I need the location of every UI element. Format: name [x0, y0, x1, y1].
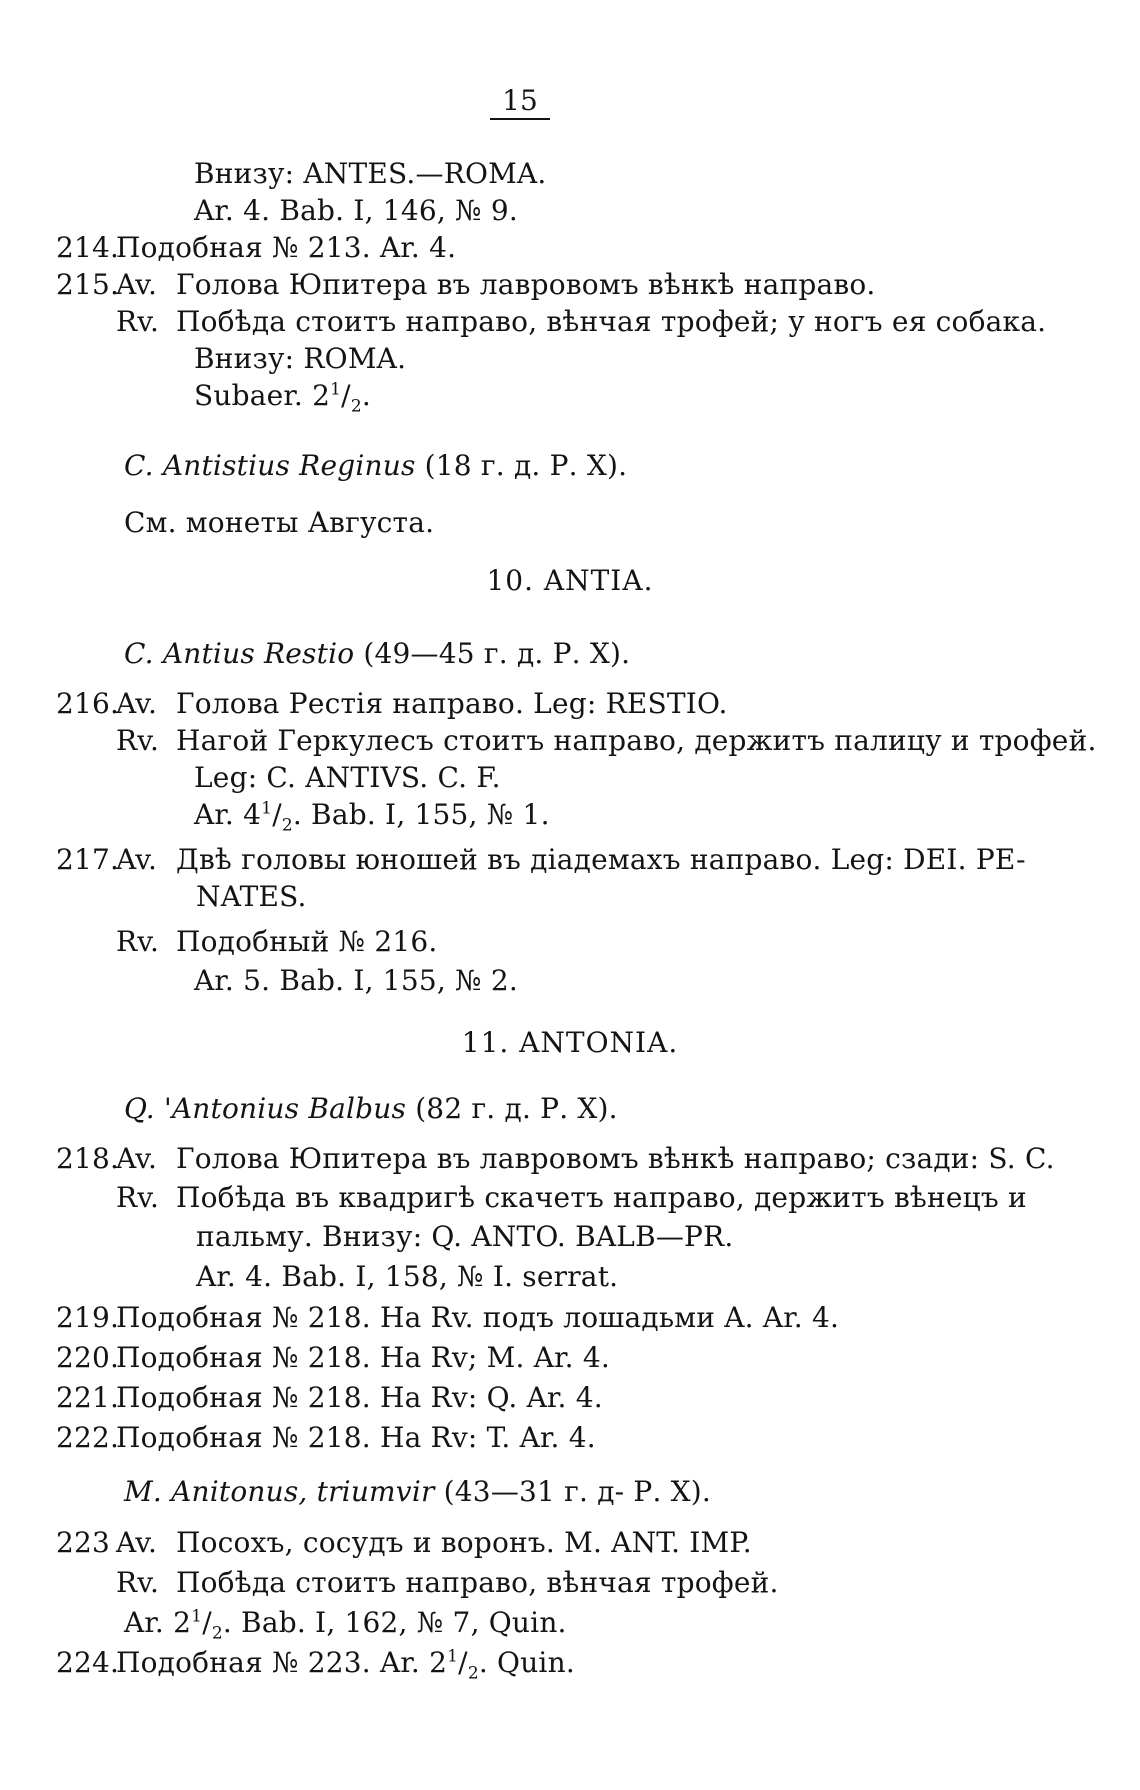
entry-number: 221. [56, 1381, 120, 1414]
see-also-line: См. монеты Августа. [124, 506, 435, 539]
moneyer-date: (82 г. д. Р. X). [415, 1092, 618, 1125]
entry-222 [56, 1420, 596, 1456]
reverse-label: Rv. [116, 724, 160, 757]
moneyer-name: M. Anitonus, triumvir [124, 1475, 435, 1508]
reverse-text: Подобный № 216. [176, 925, 438, 958]
entry-text-end: . Quin. [478, 1646, 575, 1679]
reverse-text: Побѣда въ квадригѣ скачетъ направо, держитъ вѣнецъ и [176, 1181, 1027, 1214]
obverse-label: Av. [116, 1142, 158, 1175]
moneyer-name: Q. 'Antonius Balbus [124, 1092, 407, 1125]
fraction-numerator: 1 [330, 379, 342, 400]
entry-216-av [56, 686, 728, 722]
obverse-label: Av. [116, 1526, 158, 1559]
entry-text: Подобная № 218. На Rv. подъ лошадьми A. Ar. 4. [116, 1301, 840, 1334]
reverse-label: Rv. [116, 305, 160, 338]
obverse-label: Av. [116, 268, 158, 301]
obverse-text: Голова Юпитера въ лавровомъ вѣнкѣ направо. [176, 268, 876, 301]
entry-number: 218. [56, 1142, 120, 1175]
reverse-continuation: пальму. Внизу: Q. ANTO. BALB—PR. [196, 1220, 734, 1253]
fraction-denominator: 2 [281, 815, 293, 836]
entry-223-rv [116, 1565, 779, 1601]
catalog-text: Ar. 2 [124, 1606, 192, 1639]
entry-224: 224.Подобная № 223. Ar. $2^1/_2$. Quin. [56, 1646, 575, 1684]
entry-215-rv [116, 304, 1046, 340]
obverse-text: Голова Рестія направо. Leg: RESTIO. [176, 687, 728, 720]
fraction-numerator: 1 [261, 798, 273, 819]
obverse-continuation: NATES. [196, 880, 307, 913]
obverse-text: Голова Юпитера въ лавровомъ вѣнкѣ направо; сзади: S. C. [176, 1142, 1055, 1175]
reverse-text: Нагой Геркулесъ стоитъ направо, держитъ палицу и трофей. [176, 724, 1097, 757]
moneyer-line [124, 1474, 711, 1510]
metal-text-end: . [361, 379, 371, 412]
obverse-label: Av. [116, 687, 158, 720]
entry-223-av [56, 1525, 752, 1561]
obverse-label: Av. [116, 843, 158, 876]
entry-number: 215. [56, 268, 120, 301]
entry-220 [56, 1340, 610, 1376]
reverse-text: Побѣда стоитъ направо, вѣнчая трофей. [176, 1566, 779, 1599]
entry-number: 216. [56, 687, 120, 720]
text-line: Внизу: ANTES.—ROMA. [194, 157, 547, 190]
obverse-text: Посохъ, сосудъ и воронъ. M. ANT. IMP. [176, 1526, 752, 1559]
fraction-denominator: 2 [467, 1663, 479, 1684]
entry-number: 217. [56, 843, 120, 876]
fraction-denominator: 2 [350, 396, 362, 417]
obverse-text: Двѣ головы юношей въ діадемахъ направо. Leg: DEI. PE- [176, 843, 1026, 876]
entry-215-av [56, 267, 876, 303]
fraction-numerator: 1 [191, 1606, 203, 1627]
catalog-line: Ar. $2^1/_2$. Bab. I, 162, № 7, Quin. [124, 1606, 567, 1644]
catalog-text: Ar. 4 [194, 798, 262, 831]
entry-221 [56, 1380, 603, 1416]
entry-number: 222. [56, 1421, 120, 1454]
entry-219 [56, 1300, 839, 1336]
entry-text: Подобная № 218. На Rv: T. Ar. 4. [116, 1421, 596, 1454]
entry-text: Подобная № 213. Ar. 4. [116, 231, 457, 264]
moneyer-date: (49—45 г. д. Р. X). [363, 637, 631, 670]
text-line: Ar. 4. Bab. I, 146, № 9. [194, 194, 518, 227]
metal-line: Subaer. $2^1/_2$. [194, 379, 371, 417]
entry-text: Подобная № 223. Ar. 2 [116, 1646, 448, 1679]
catalog-text-end: . Bab. I, 155, № 1. [292, 798, 550, 831]
reverse-label: Rv. [116, 1566, 160, 1599]
section-heading: 11. ANTONIA. [461, 1026, 679, 1059]
moneyer-date: (18 г. д. Р. X). [424, 449, 628, 482]
entry-217-av [56, 842, 1026, 878]
inscription-line: Внизу: ROMA. [194, 342, 407, 375]
section-heading: 10. ANTIA. [486, 564, 654, 597]
reverse-label: Rv. [116, 925, 160, 958]
catalog-line: Ar. $4^1/_2$. Bab. I, 155, № 1. [194, 798, 550, 836]
reverse-label: Rv. [116, 1181, 160, 1214]
moneyer-name: C. Antistius Reginus [124, 449, 416, 482]
entry-text: Подобная № 218. На Rv; M. Ar. 4. [116, 1341, 610, 1374]
fraction-denominator: 2 [211, 1623, 223, 1644]
entry-number: 219. [56, 1301, 120, 1334]
entry-216-rv [116, 723, 1097, 759]
moneyer-date: (43—31 г. д- Р. X). [443, 1475, 712, 1508]
entry-text: Подобная № 218. На Rv: Q. Ar. 4. [116, 1381, 603, 1414]
catalog-text-end: . Bab. I, 162, № 7, Quin. [222, 1606, 567, 1639]
catalog-line: Ar. 5. Bab. I, 155, № 2. [194, 964, 518, 997]
moneyer-name: C. Antius Restio [124, 637, 355, 670]
entry-number: 214. [56, 231, 120, 264]
moneyer-line [124, 448, 627, 484]
fraction-numerator: 1 [447, 1646, 459, 1667]
moneyer-line [124, 1091, 618, 1127]
entry-214 [56, 230, 456, 266]
moneyer-line [124, 636, 630, 672]
reverse-text: Побѣда стоитъ направо, вѣнчая трофей; у ногъ ея собака. [176, 305, 1047, 338]
entry-number: 220. [56, 1341, 120, 1374]
metal-text: Subaer. 2 [194, 379, 331, 412]
entry-number: 224. [56, 1646, 120, 1679]
entry-218-av [56, 1141, 1055, 1177]
entry-217-rv [116, 924, 437, 960]
page-number: 15 [490, 86, 550, 120]
legend-line: Leg: C. ANTIVS. C. F. [194, 761, 501, 794]
catalog-line: Ar. 4. Bab. I, 158, № I. serrat. [196, 1260, 619, 1293]
entry-218-rv [116, 1180, 1027, 1216]
entry-number: 223 [56, 1526, 111, 1559]
